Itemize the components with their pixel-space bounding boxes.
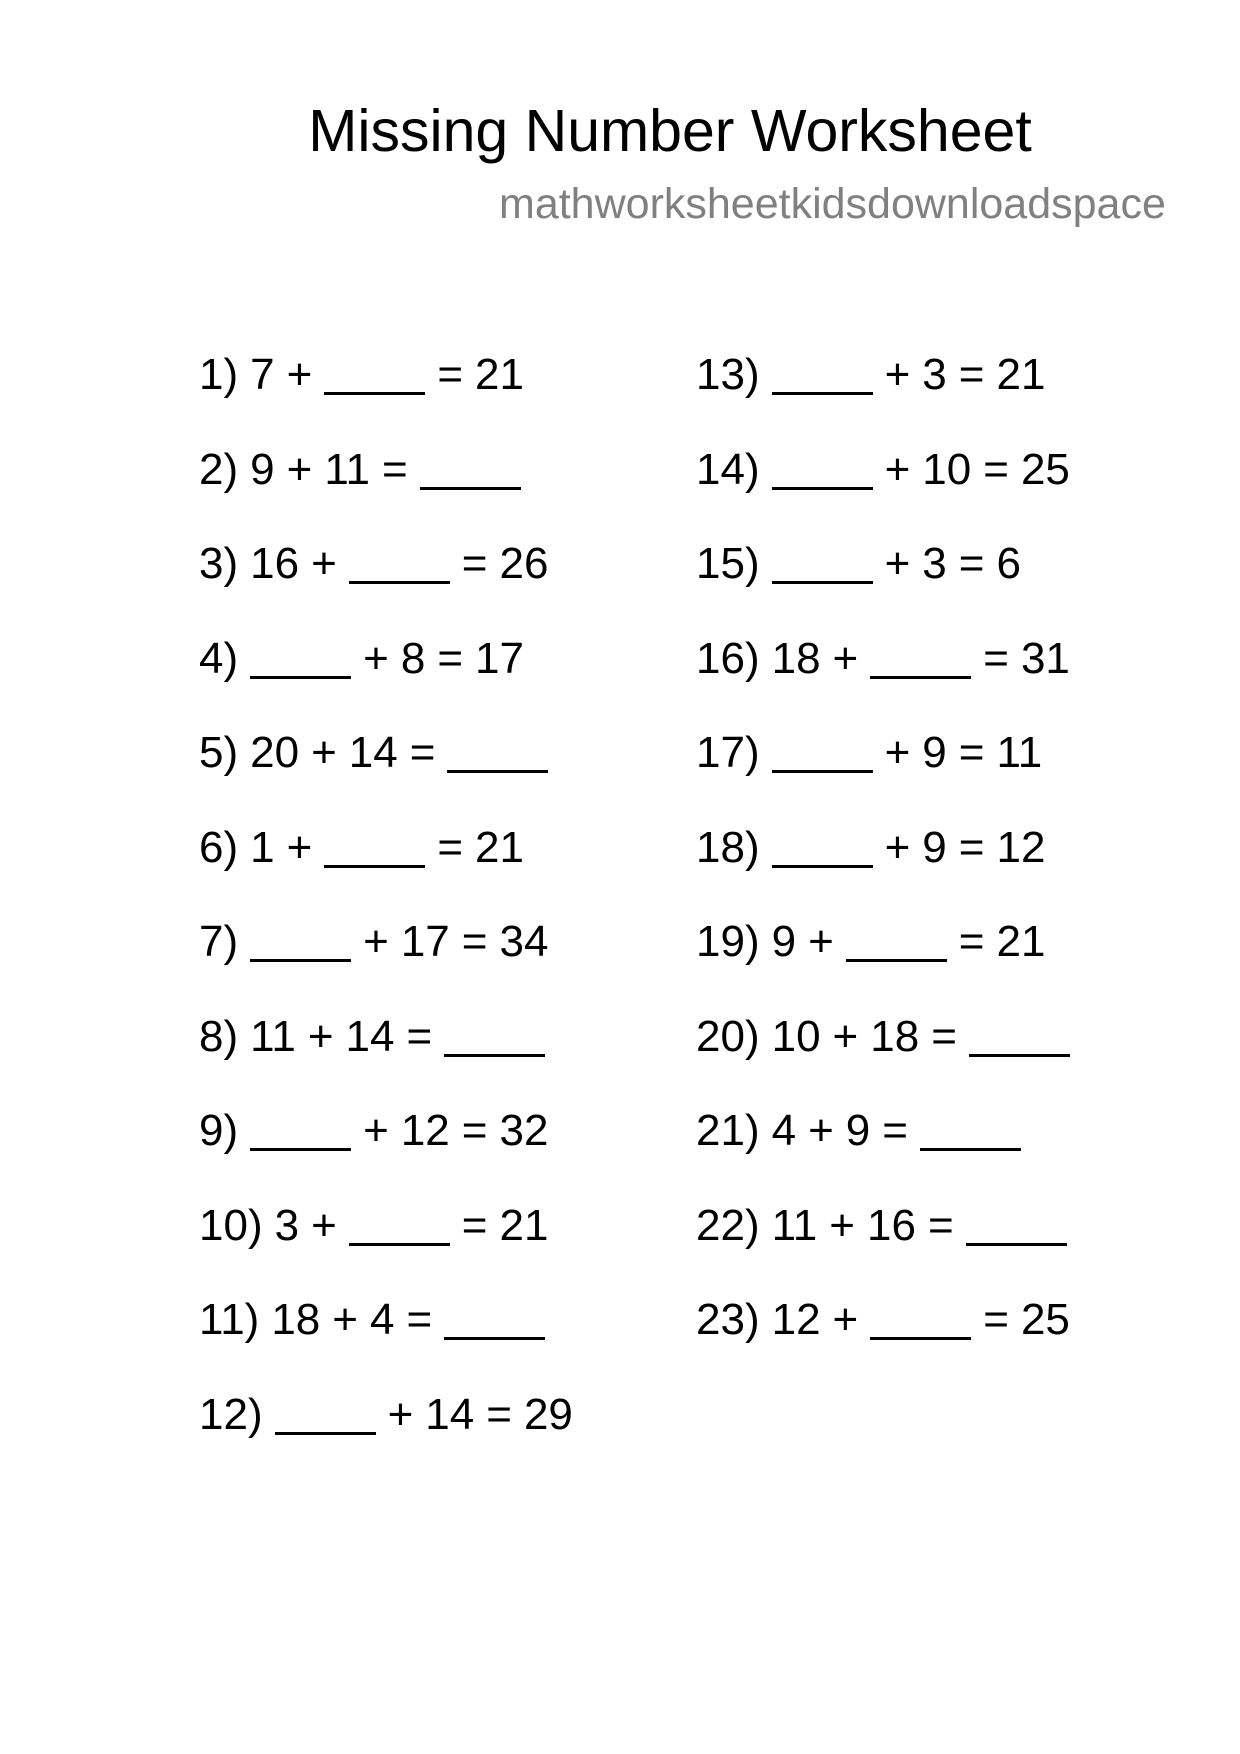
equals-sign: = [437,633,464,683]
plus-operator: + [387,1389,414,1439]
operand: 34 [499,917,549,966]
problem-number: 1) [199,350,239,399]
operand: 31 [1020,633,1070,683]
problem-number: 6) [199,822,239,872]
equals-sign: = [409,728,436,777]
problem-number: 4) [199,633,239,683]
problem-item [696,725,1070,820]
equals-sign: = [406,1295,433,1344]
problems-column-right [696,347,1070,1387]
operand: 21 [499,1200,549,1250]
operand: 14 [348,728,398,777]
plus-operator: + [832,1295,859,1344]
operand: 9 [922,822,947,872]
operand: 12 [996,822,1046,872]
operand: 3 [274,1200,300,1250]
operand: 29 [523,1389,573,1439]
problem-number: 9) [199,1106,239,1155]
operand: 9 [250,444,275,494]
answer-blank[interactable] [444,1333,545,1340]
problem-item [696,1009,1070,1104]
problem-item [696,442,1070,537]
problem-item [199,347,573,442]
operand: 7 [250,350,275,399]
equals-sign: = [406,1011,433,1061]
problem-number: 22) [696,1200,760,1250]
problem-number: 21) [696,1106,760,1155]
operand: 17 [400,917,450,966]
operand: 3 [922,539,947,588]
equals-sign: = [958,350,985,399]
answer-blank[interactable] [444,1050,545,1057]
operand: 1 [250,822,275,872]
problem-number: 20) [696,1011,760,1061]
answer-blank[interactable] [349,577,450,584]
operand: 6 [996,539,1021,588]
plus-operator: + [286,350,313,399]
operand: 32 [499,1106,549,1155]
problem-item [696,914,1070,1009]
operand: 26 [499,539,549,588]
operand: 11 [771,1200,818,1250]
equals-sign: = [461,1106,488,1155]
operand: 18 [271,1295,321,1344]
problem-number: 2) [199,444,239,494]
answer-blank[interactable] [349,1239,450,1246]
answer-blank[interactable] [772,766,873,773]
plus-operator: + [286,822,313,872]
operand: 21 [475,822,524,872]
plus-operator: + [884,350,911,399]
operand: 14 [345,1011,395,1061]
equals-sign: = [983,1295,1009,1344]
problem-number: 16) [696,633,760,683]
problem-item [199,1292,573,1387]
operand: 21 [996,350,1046,399]
problem-number: 8) [199,1011,239,1061]
operand: 9 [771,917,797,966]
answer-blank[interactable] [250,672,351,679]
operand: 10 [771,1011,821,1061]
equals-sign: = [486,1389,512,1439]
answer-blank[interactable] [447,766,548,773]
plus-operator: + [311,1200,337,1250]
operand: 21 [475,350,524,399]
plus-operator: + [363,917,389,966]
equals-sign: = [882,1106,908,1155]
equals-sign: = [931,1011,957,1061]
plus-operator: + [332,1295,358,1344]
answer-blank[interactable] [966,1239,1067,1246]
problem-number: 12) [199,1389,263,1439]
source-watermark: mathworksheetkidsdownloadspace [499,180,1166,228]
answer-blank[interactable] [846,955,947,962]
plus-operator: + [832,633,859,683]
answer-blank[interactable] [920,1144,1021,1151]
operand: 18 [870,1011,920,1061]
equals-sign: = [437,822,464,872]
operand: 16 [250,539,300,588]
operand: 25 [1020,1295,1070,1344]
problem-number: 23) [696,1295,760,1344]
answer-blank[interactable] [275,1428,376,1435]
operand: 12 [771,1295,821,1344]
operand: 16 [866,1200,916,1250]
plus-operator: + [286,444,313,494]
plus-operator: + [311,728,337,777]
problem-number: 11) [199,1295,260,1344]
problem-item [199,725,573,820]
operand: 9 [922,728,947,777]
plus-operator: + [829,1200,855,1250]
answer-blank[interactable] [870,672,971,679]
equals-sign: = [382,444,408,494]
equals-sign: = [437,350,464,399]
operand: 11 [324,444,370,494]
problem-item [696,1198,1070,1293]
problem-item [696,347,1070,442]
operand: 3 [922,350,947,399]
operand: 10 [922,444,972,494]
answer-blank[interactable] [324,388,425,395]
plus-operator: + [363,633,389,683]
plus-operator: + [307,1011,334,1061]
answer-blank[interactable] [772,577,873,584]
operand: 20 [250,728,300,777]
equals-sign: = [958,728,985,777]
answer-blank[interactable] [772,483,873,490]
operand: 11 [996,728,1043,777]
operand: 18 [771,633,821,683]
worksheet-title: Missing Number Worksheet [308,98,1032,164]
problem-item [199,1387,573,1482]
equals-sign: = [461,539,488,588]
equals-sign: = [983,633,1009,683]
operand: 21 [996,917,1046,966]
problem-number: 7) [199,917,239,966]
answer-blank[interactable] [250,1144,351,1151]
problem-number: 3) [199,539,239,588]
problems-column-left [199,347,573,1481]
problem-item [696,631,1070,726]
problem-item [696,820,1070,915]
equals-sign: = [461,1200,488,1250]
problem-item [199,631,573,726]
answer-blank[interactable] [772,388,873,395]
operand: 25 [1020,444,1070,494]
problem-item [199,914,573,1009]
answer-blank[interactable] [772,861,873,868]
operand: 4 [369,1295,395,1344]
operand: 9 [845,1106,871,1155]
problem-number: 19) [696,917,760,966]
problem-number: 17) [696,728,760,777]
equals-sign: = [927,1200,954,1250]
answer-blank[interactable] [870,1333,971,1340]
plus-operator: + [884,539,911,588]
answer-blank[interactable] [324,861,425,868]
plus-operator: + [884,728,911,777]
problem-item [199,820,573,915]
operand: 17 [475,633,524,683]
problem-item [199,1103,573,1198]
problem-item [199,1198,573,1293]
plus-operator: + [884,822,911,872]
plus-operator: + [884,444,911,494]
problem-number: 18) [696,822,760,872]
answer-blank[interactable] [420,483,521,490]
plus-operator: + [808,917,834,966]
problem-number: 10) [199,1200,263,1250]
equals-sign: = [958,822,985,872]
equals-sign: = [958,917,985,966]
operand: 14 [425,1389,475,1439]
answer-blank[interactable] [250,955,351,962]
problem-number: 15) [696,539,760,588]
plus-operator: + [311,539,337,588]
problem-number: 13) [696,350,760,399]
problem-number: 14) [696,444,760,494]
equals-sign: = [958,539,985,588]
problem-item [696,1103,1070,1198]
plus-operator: + [363,1106,389,1155]
operand: 11 [250,1011,296,1061]
problem-item [199,442,573,537]
operand: 4 [771,1106,797,1155]
answer-blank[interactable] [969,1050,1070,1057]
operand: 8 [400,633,426,683]
problem-item [696,536,1070,631]
problem-item [199,536,573,631]
problem-number: 5) [199,728,239,777]
equals-sign: = [983,444,1009,494]
operand: 12 [400,1106,450,1155]
problem-item [199,1009,573,1104]
problem-item [696,1292,1070,1387]
plus-operator: + [832,1011,859,1061]
plus-operator: + [808,1106,834,1155]
equals-sign: = [461,917,488,966]
